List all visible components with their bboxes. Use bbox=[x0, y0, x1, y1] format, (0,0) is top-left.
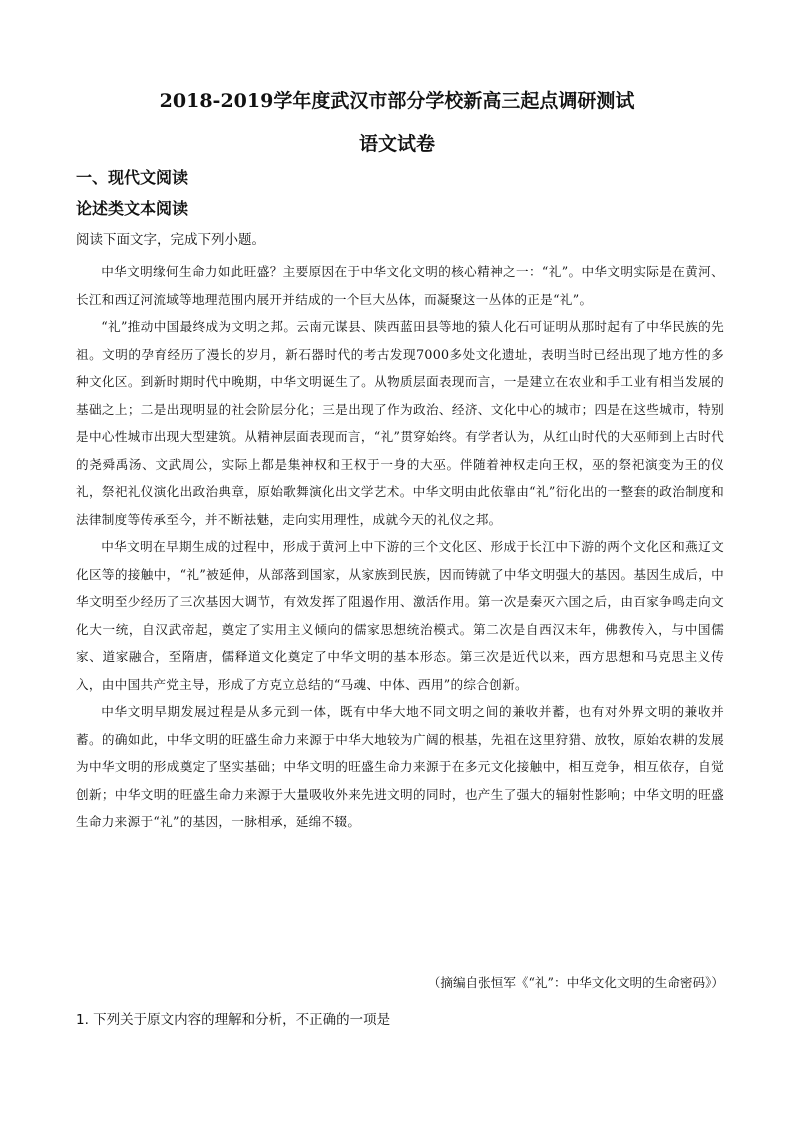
reading-instruction: 阅读下面文字，完成下列小题。 bbox=[76, 232, 265, 248]
paper-subtitle: 语文试卷 bbox=[358, 133, 435, 155]
article-paragraph: 中华文明在早期生成的过程中，形成于黄河上中下游的三个文化区、形成于长江中下游的两个文化区和燕辽文化区等的接触中，“礼”被延伸，从部落到国家，从家族到民族，因而铸就了中华文明强大的基因。基因生成后，中华文明至少经历了三次基因大调节，有效发挥了阻遏作用、激活作用。第一次是秦灭六国之后，由百家争鸣走向文化大一统，自汉武帝起，奠定了实用主义倾向的儒家思想统治模式。第二次是自西汉末年，佛教传入，与中国儒家、道家融合，至隋唐，儒释道文化奠定了中华文明的基本形态。第三次是近代以来，西方思想和马克思主义传入，由中国共产党主导，形成了方克立总结的“马魂、中体、西用”的综合创新。 bbox=[76, 539, 724, 692]
article-paragraph: 中华文明早期发展过程是从多元到一体，既有中华大地不同文明之间的兼收并蓄，也有对外界文明的兼收并蓄。的确如此，中华文明的旺盛生命力来源于中华大地较为广阔的根基，先祖在这里狩猎、放牧，原始农耕的发展为中华文明的形成奠定了坚实基础；中华文明的旺盛生命力来源于在多元文化接触中，相互竞争，相互依存，自觉创新；中华文明的旺盛生命力来源于大量吸收外来先进文明的同时，也产生了强大的辐射性影响；中华文明的旺盛生命力来源于“礼”的基因，一脉相承，延绵不辍。 bbox=[76, 704, 724, 829]
section-heading: 一、现代文阅读 bbox=[76, 168, 189, 187]
subsection-heading: 论述类文本阅读 bbox=[76, 199, 189, 218]
exam-title: 2018-2019学年度武汉市部分学校新高三起点调研测试 bbox=[159, 90, 635, 112]
article-paragraph: “礼”推动中国最终成为文明之邦。云南元谋县、陕西蓝田县等地的猿人化石可证明从那时起有了中华民族的先祖。文明的孕育经历了漫长的岁月，新石器时代的考古发现7000多处文化遗址，表明当时已经出现了地方性的多种文化区。到新时期时代中晚期，中华文明诞生了。从物质层面表现而言，一是建立在农业和手工业有相当发展的基础之上；二是出现明显的社会阶层分化；三是出现了作为政治、经济、文化中心的城市；四是在这些城市，特别是中心性城市出现大型建筑。从精神层面表现而言，“礼”贯穿始终。有学者认为，从红山时代的大巫师到上古时代的尧舜禹汤、文武周公，实际上都是集神权和王权于一身的大巫。伴随着神权走向王权，巫的祭祀演变为王的仪礼，祭祀礼仪演化出政治典章，原始歌舞演化出文学艺术。中华文明由此依靠由“礼”衍化出的一整套的政治制度和法律制度等传承至今，并不断祛魅，走向实用理性，成就今天的礼仪之邦。 bbox=[76, 319, 724, 527]
article-source: （摘编自张恒军《“礼”：中华文化文明的生命密码》） bbox=[427, 975, 724, 990]
question-1: 1. 下列关于原文内容的理解和分析，不正确的一项是 bbox=[76, 1012, 391, 1028]
article-body bbox=[76, 258, 724, 836]
article-paragraph: 中华文明缘何生命力如此旺盛？主要原因在于中华文化文明的核心精神之一：“礼”。中华文明实际是在黄河、长江和西辽河流域等地理范围内展开并结成的一个巨大丛体，而凝聚这一丛体的正是“礼”。 bbox=[76, 264, 724, 307]
